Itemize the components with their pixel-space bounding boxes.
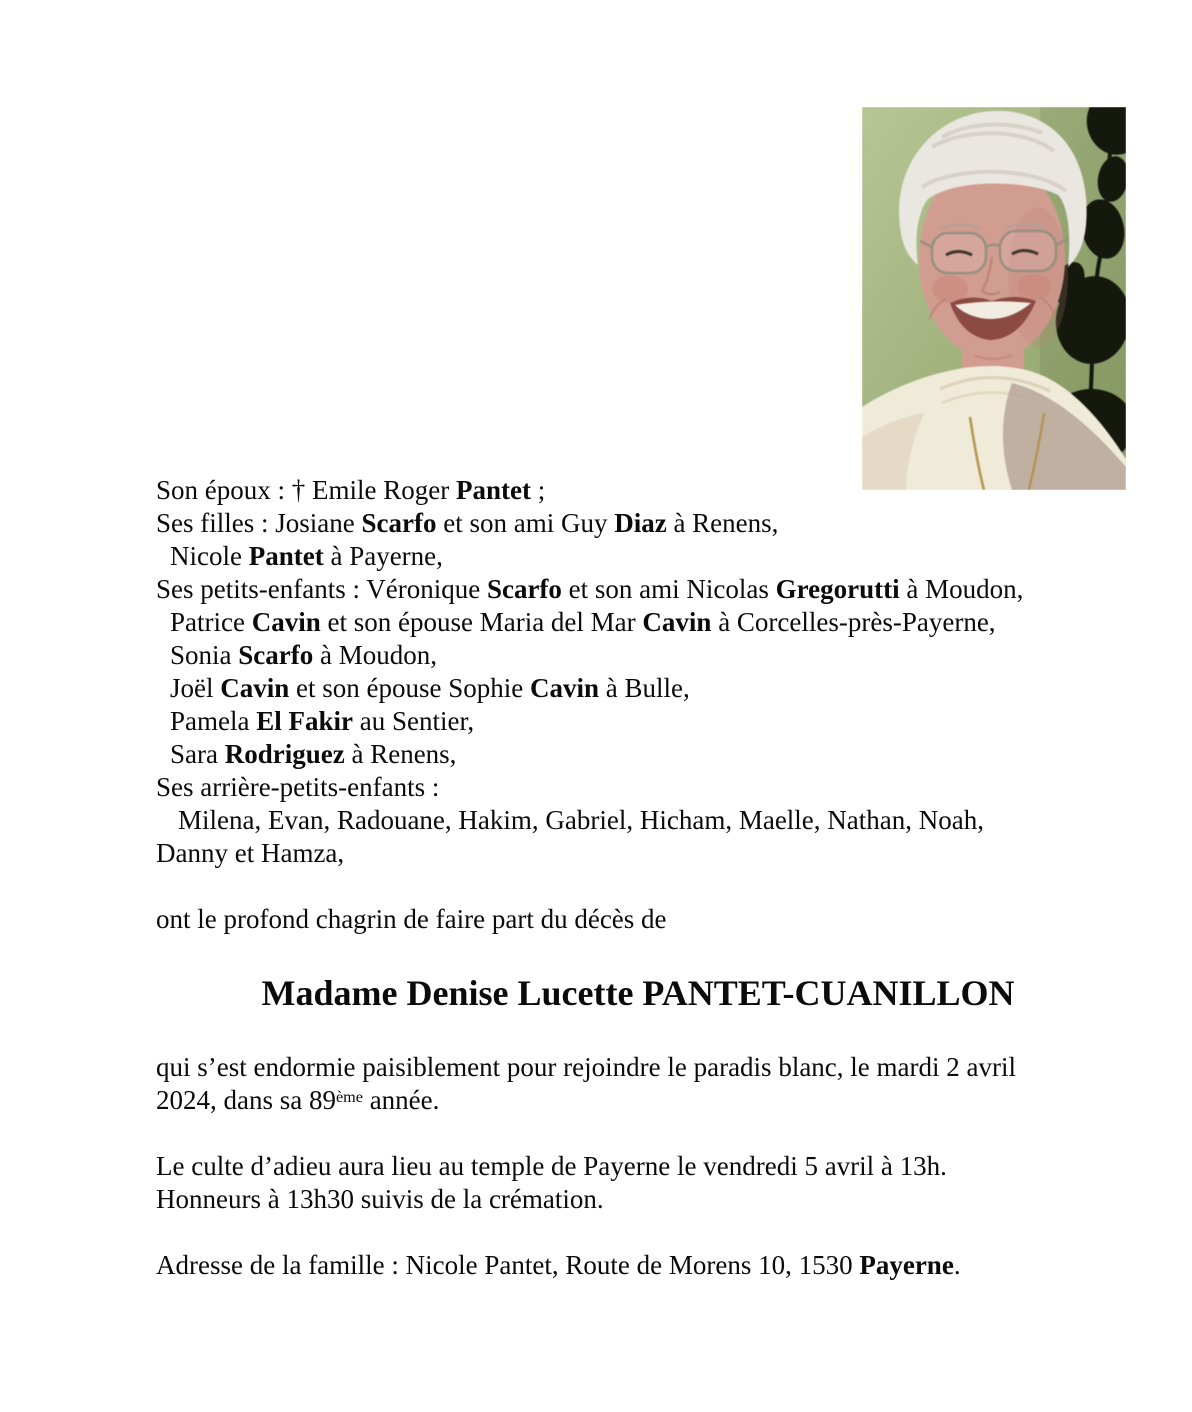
text-line (156, 672, 1120, 705)
obituary-document (156, 474, 1120, 1282)
text-line (156, 1150, 1120, 1183)
text-run: à Moudon, (313, 640, 437, 670)
text-line (156, 1183, 1120, 1216)
text-line (156, 804, 1120, 837)
text-run: Ses filles : Josiane (156, 508, 362, 538)
text-line (156, 837, 1120, 870)
text-line (156, 540, 1120, 573)
text-run: Joël (170, 673, 221, 703)
bold-name: Scarfo (361, 508, 437, 538)
deceased-name-heading: Madame Denise Lucette PANTET-CUANILLON (261, 973, 1015, 1013)
bold-name: Pantet (248, 541, 324, 571)
text-run: qui s’est endormie paisiblement pour rejoindre le paradis blanc, le mardi 2 avril (156, 1052, 1016, 1082)
text-run: à Renens, (344, 739, 457, 769)
bold-name: Pantet (455, 475, 531, 505)
text-line (156, 507, 1120, 540)
text-run: Le culte d’adieu aura lieu au temple de Payerne le vendredi 5 avril à 13h. (156, 1151, 947, 1181)
text-run: Danny et Hamza, (156, 838, 345, 868)
text-run: et son ami Guy (436, 508, 615, 538)
text-line (156, 738, 1120, 771)
text-line (156, 705, 1120, 738)
text-line (156, 474, 1120, 507)
text-run: à Corcelles-près-Payerne, (711, 607, 996, 637)
text-run: Son époux : † Emile Roger (156, 475, 456, 505)
death-notice-paragraph (156, 1051, 1120, 1117)
bold-name: Scarfo (238, 640, 314, 670)
text-run: ; (530, 475, 546, 505)
text-run: et son ami Nicolas (561, 574, 776, 604)
bold-name: Scarfo (486, 574, 562, 604)
text-run: Adresse de la famille : Nicole Pantet, Route de Morens 10, 1530 (156, 1250, 860, 1280)
bold-name: Cavin (642, 607, 712, 637)
text-line (156, 606, 1120, 639)
text-line (156, 771, 1120, 804)
bold-name: Cavin (530, 673, 600, 703)
text-run: Pamela (170, 706, 257, 736)
text-line (156, 573, 1120, 606)
text-line (156, 639, 1120, 672)
text-run: au Sentier, (353, 706, 475, 736)
text-run: 2024, dans sa 89 (156, 1085, 336, 1115)
ceremony-paragraph (156, 1150, 1120, 1216)
bold-name: Diaz (614, 508, 667, 538)
family-list (156, 474, 1120, 870)
text-run: Sara (170, 739, 225, 769)
portrait-illustration (862, 107, 1126, 490)
bold-name: Gregorutti (775, 574, 900, 604)
text-run: à Moudon, (899, 574, 1024, 604)
portrait-photo (862, 107, 1126, 490)
text-run: à Bulle, (599, 673, 690, 703)
bold-name: Rodriguez (224, 739, 345, 769)
text-run: et son épouse Maria del Mar (320, 607, 643, 637)
superscript-text: ème (335, 1087, 363, 1106)
text-line (156, 1051, 1120, 1084)
text-run: Ses arrière-petits-enfants : (156, 772, 440, 802)
text-run: Patrice (170, 607, 252, 637)
bold-name: El Fakir (256, 706, 353, 736)
text-run: Nicole (170, 541, 249, 571)
bold-name: Cavin (251, 607, 321, 637)
bold-name: Cavin (220, 673, 290, 703)
text-run: . (953, 1250, 961, 1280)
text-line (156, 1249, 1120, 1282)
text-run: à Renens, (666, 508, 779, 538)
text-run: à Payerne, (323, 541, 443, 571)
text-run: Honneurs à 13h30 suivis de la crémation. (156, 1184, 604, 1214)
text-line (156, 1084, 1120, 1117)
bold-name: Payerne (859, 1250, 954, 1280)
family-address-paragraph (156, 1249, 1120, 1282)
announcement-line: ont le profond chagrin de faire part du décès de (156, 904, 667, 934)
text-run: année. (362, 1085, 440, 1115)
text-run: Ses petits-enfants : Véronique (156, 574, 487, 604)
text-run: Sonia (170, 640, 239, 670)
text-run: et son épouse Sophie (289, 673, 531, 703)
text-run: Milena, Evan, Radouane, Hakim, Gabriel, Hicham, Maelle, Nathan, Noah, (178, 805, 984, 835)
